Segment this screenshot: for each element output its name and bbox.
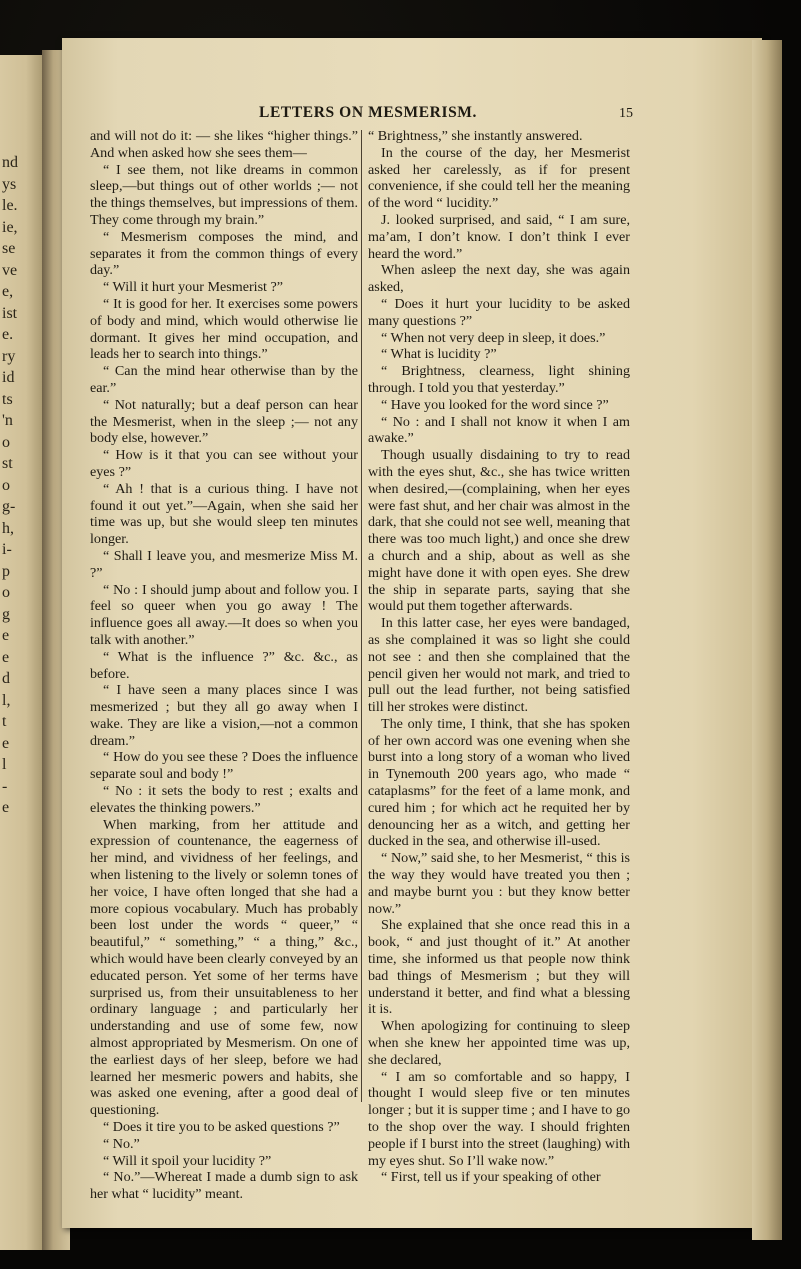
facing-page-text-fragment: h, bbox=[2, 519, 14, 537]
paragraph: The only time, I think, that she has spoken of her own accord was one evening when she burst into a long story of a woman who lived in Tynemouth 200 years ago, who made “ cataplasms” for the feet of a lame monk, and cured him ; for which act he requited her by denouncing her as a witch, and getting her ducked in the sea, and otherwise ill-used. bbox=[368, 715, 630, 850]
facing-page-text-fragment: e. bbox=[2, 326, 14, 343]
paragraph: “ When not very deep in sleep, it does.” bbox=[381, 329, 606, 346]
paragraph: When marking, from her attitude and expression of countenance, the eagerness of her mind, and vividness of her feelings, and when listening to the lively or solemn tones of her voice, I have often longed that she had a more copious vocabulary. Much has probably been lost under the words “ queer,” “ beautiful,” “ something,” “ a thing,” &c., which would have been clearly conveyed by an educated person. Yet some of her terms have surprised us, from their unsuitableness to her ordinary language ; and particularly her understanding and use of some few, now almost appropriated by Mesmerism. On one of the earliest days of her sleep, before we had learned her mesmeric powers and habits, she was asked one evening, after a good deal of questioning. bbox=[90, 816, 358, 1119]
facing-page-text-fragment: i- bbox=[2, 541, 12, 558]
paragraph: “ Does it tire you to be asked questions ?” bbox=[103, 1119, 340, 1136]
facing-page-text-fragment: o bbox=[2, 476, 10, 494]
facing-page-text-fragment: ys bbox=[2, 175, 17, 193]
paragraph: “ What is lucidity ?” bbox=[381, 346, 497, 363]
facing-page-text-fragment: d bbox=[2, 670, 10, 687]
paragraph: “ Now,” said she, to her Mesmerist, “ this is the way they would have treated you then ; and maybe burnt you : but they know better now.” bbox=[368, 850, 630, 917]
facing-page-text-fragment: se bbox=[2, 240, 16, 257]
paragraph: “ Not naturally; but a deaf person can hear the Mesmerist, when in the sleep ;— not any body else, however.” bbox=[90, 396, 358, 447]
facing-page-text-fragment: l, bbox=[2, 691, 11, 709]
paragraph: “ Does it hurt your lucidity to be asked many questions ?” bbox=[368, 295, 630, 329]
facing-page-text-fragment: e bbox=[2, 648, 10, 666]
paragraph: “ Will it hurt your Mesmerist ?” bbox=[103, 279, 284, 296]
page-number: 15 bbox=[619, 106, 633, 121]
paragraph: “ First, tell us if your speaking of other bbox=[381, 1169, 601, 1186]
paragraph: In this latter case, her eyes were bandaged, as she complained it was so light she could not see : and then she complained that the pencil given her would not mark, and tried to pull out the lead further, not being satisfied till her strokes were distinct. bbox=[368, 615, 630, 716]
paragraph: “ Have you looked for the word since ?” bbox=[381, 396, 609, 413]
facing-page-text-fragment: ve bbox=[2, 261, 18, 279]
paragraph: “ Brightness, clearness, light shining through. I told you that yesterday.” bbox=[368, 363, 630, 396]
facing-page-text-fragment: nd bbox=[2, 154, 18, 171]
paragraph: “ I have seen a many places since I was mesmerized ; but they all go away when I wake. They are like a vision,—not a common dream.” bbox=[90, 682, 358, 749]
facing-page-text-fragment: e, bbox=[2, 283, 14, 300]
facing-page-text-fragment: ts bbox=[2, 390, 13, 408]
facing-page-text-fragment: p bbox=[2, 562, 10, 580]
facing-page-text-fragment: e bbox=[2, 627, 10, 644]
facing-page-text-fragment: e bbox=[2, 799, 10, 816]
facing-page-text-fragment: id bbox=[2, 369, 15, 386]
facing-page-text-fragment: st bbox=[2, 455, 13, 472]
paragraph: “ No.” bbox=[103, 1135, 140, 1152]
paragraph: “ I am so comfortable and so happy, I thought I would sleep five or ten minutes longer ; but it is supper time ; and I have to go to the shop over the way. I should frighten people if I burst into the street (laughing) with my eyes shut. So I’ll wake now.” bbox=[368, 1068, 630, 1169]
paragraph: “ It is good for her. It exercises some powers of body and mind, which would otherwise lie dormant. It gives her mind occupation, and leads her to search into things.” bbox=[90, 295, 358, 363]
paragraph: J. looked surprised, and said, “ I am sure, ma’am, I don’t know. I don’t think I ever heard the word.” bbox=[368, 211, 630, 262]
right-text-column bbox=[368, 128, 630, 1186]
column-divider bbox=[361, 130, 362, 1102]
facing-page-text-fragment: l bbox=[2, 756, 7, 773]
paragraph: In the course of the day, her Mesmerist asked her carelessly, as if for present convenience, if she could tell her the meaning of the word “ lucidity.” bbox=[368, 144, 630, 212]
facing-page-text-fragment: 'n bbox=[2, 412, 13, 429]
paragraph: “ I see them, not like dreams in common sleep,—but things out of other worlds ;— not the things themselves, but impressions of them. They come through my brain.” bbox=[90, 161, 358, 228]
facing-page-text-fragment: g bbox=[2, 605, 10, 623]
facing-page-edge bbox=[0, 55, 46, 1250]
facing-page-text-fragment: ry bbox=[2, 347, 16, 365]
page-stack-edge bbox=[752, 40, 782, 1240]
paragraph: She explained that she once read this in a book, “ and just thought of it.” At another time, she informed us that people now think bad things of Mesmerism ; but they will understand it better, and find what a blessing it is. bbox=[368, 917, 630, 1018]
facing-page-text-fragment: g- bbox=[2, 498, 16, 515]
paragraph: “ How is it that you can see without your eyes ?” bbox=[90, 447, 358, 480]
facing-page-text-fragment: ist bbox=[2, 304, 18, 322]
facing-page-text-fragment: o bbox=[2, 584, 10, 601]
facing-page-text-fragment: - bbox=[2, 777, 8, 795]
paragraph: “ What is the influence ?” &c. &c., as before. bbox=[90, 648, 358, 682]
paragraph: “ No : and I shall not know it when I am awake.” bbox=[368, 413, 630, 447]
running-head bbox=[0, 104, 801, 124]
facing-page-text-fragment: o bbox=[2, 433, 10, 451]
facing-page-text-fragment: ie, bbox=[2, 218, 18, 236]
paragraph: “ How do you see these ? Does the influence separate soul and body !” bbox=[90, 749, 358, 783]
paragraph: Though usually disdaining to try to read with the eyes shut, &c., she has twice written when desired,—(complaining, when her eyes were fast shut, and her chair was almost in the dark, that she could not see well, meaning that there was too much light,) and once she drew a church and a ship, about as well as she might have done it with open eyes. She drew the ship in separate parts, saying that she would put them together afterwards. bbox=[368, 447, 630, 615]
paragraph: “ Brightness,” she instantly answered. bbox=[368, 128, 583, 144]
paragraph: “ No : it sets the body to rest ; exalts and elevates the thinking powers.” bbox=[90, 783, 358, 816]
paragraph: “ Shall I leave you, and mesmerize Miss M. ?” bbox=[90, 547, 358, 581]
paragraph: “ Ah ! that is a curious thing. I have not found it out yet.”—Again, when she said her time was up, but she would sleep ten minutes longer. bbox=[90, 480, 358, 548]
facing-page-text-fragment: e bbox=[2, 734, 10, 752]
paragraph: “ No : I should jump about and follow you. I feel so queer when you go away ! The influence goes all away.—It does so when you talk with another.” bbox=[90, 581, 358, 648]
facing-page-text-fragment: t bbox=[2, 713, 7, 730]
paragraph: “ Will it spoil your lucidity ?” bbox=[103, 1152, 272, 1169]
paragraph: When apologizing for continuing to sleep when she knew her appointed time was up, she declared, bbox=[368, 1018, 630, 1068]
left-text-column bbox=[90, 128, 358, 1203]
page-title: LETTERS ON MESMERISM. bbox=[259, 104, 478, 121]
paragraph: When asleep the next day, she was again asked, bbox=[368, 262, 630, 296]
paragraph: “ Can the mind hear otherwise than by the ear.” bbox=[90, 363, 358, 396]
paragraph: “ No.”—Whereat I made a dumb sign to ask her what “ lucidity” meant. bbox=[90, 1169, 358, 1203]
paragraph: “ Mesmerism composes the mind, and separates it from the common things of every day.” bbox=[90, 228, 358, 279]
facing-page-text-fragment: le. bbox=[2, 197, 18, 214]
paragraph: and will not do it: — she likes “higher things.” And when asked how she sees them— bbox=[90, 128, 358, 161]
